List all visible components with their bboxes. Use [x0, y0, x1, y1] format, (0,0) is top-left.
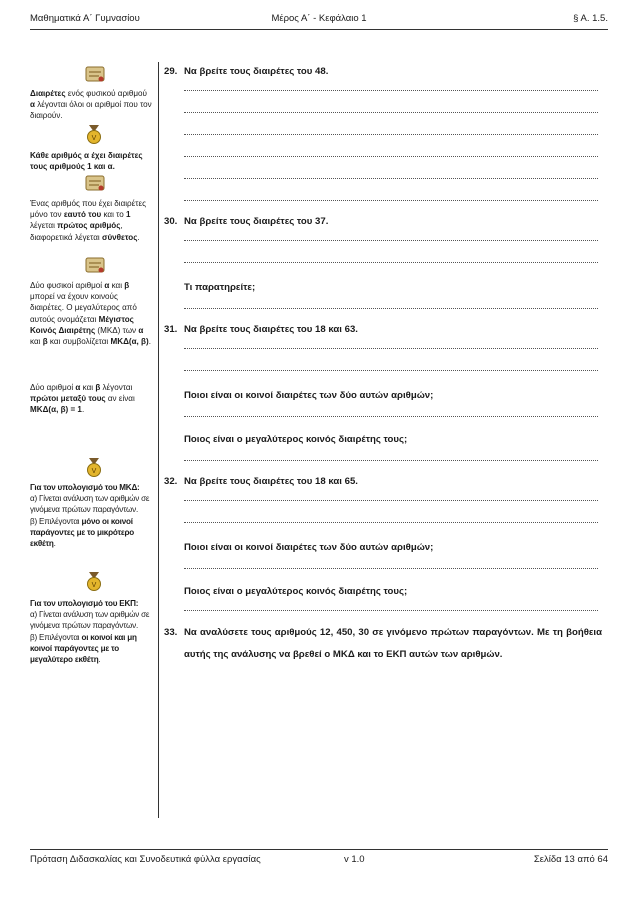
answer-line[interactable]: [184, 456, 598, 461]
medal-icon: [86, 125, 102, 145]
answer-line[interactable]: [184, 130, 598, 135]
svg-text:V: V: [91, 582, 97, 589]
answer-line[interactable]: [184, 564, 598, 569]
note-gcd: Δύο φυσικοί αριθμοί α και β μπορεί να έχουν κοινούς διαιρέτες. Ο μεγαλύτερος από αυτούς ονομάζεται Μέγιστος Κοινός Διαιρέτης (ΜΚΔ) των α και β και συμβολίζεται ΜΚΔ(α, β).: [30, 281, 151, 347]
answer-line[interactable]: [184, 344, 598, 349]
question-29: [164, 66, 328, 77]
question-number: 32.: [164, 476, 178, 487]
question-text: Να βρείτε τους διαιρέτες του 48.: [184, 66, 329, 77]
answer-line[interactable]: [184, 196, 598, 201]
answer-line[interactable]: [184, 236, 598, 241]
question-30: [164, 216, 328, 227]
subquestion-text: Ποιοι είναι οι κοινοί διαιρέτες των δύο αυτών αριθμών;: [184, 542, 434, 553]
footer-title: Πρόταση Διδασκαλίας και Συνοδευτικά φύλλα εργασίας: [30, 854, 261, 865]
header-subject: Μαθηματικά Α΄ Γυμνασίου: [30, 12, 140, 24]
note-divisors: Διαιρέτες ενός φυσικού αριθμού α λέγονται όλοι οι αριθμοί που τον διαιρούν.: [30, 89, 152, 121]
answer-line[interactable]: [184, 412, 598, 417]
answer-line[interactable]: [184, 86, 598, 91]
subquestion-text: Ποιος είναι ο μεγαλύτερος κοινός διαιρέτης τους;: [184, 586, 408, 597]
answer-line[interactable]: [184, 518, 598, 523]
question-number: 33.: [164, 627, 178, 638]
footer-version: v 1.0: [344, 854, 365, 865]
question-number: 30.: [164, 216, 178, 227]
answer-line[interactable]: [184, 304, 598, 309]
footer-rule: [30, 849, 608, 850]
note-trivial-divisors: Κάθε αριθμός α έχει διαιρέτες τους αριθμούς 1 και α.: [30, 151, 143, 172]
note-coprime: Δύο αριθμοί α και β λέγονται πρώτοι μεταξύ τους αν είναι ΜΚΔ(α, β) = 1.: [30, 383, 135, 415]
medal-icon: [86, 572, 102, 592]
question-text: Να βρείτε τους διαιρέτες του 37.: [184, 216, 329, 227]
scroll-icon: [84, 255, 106, 275]
header-rule: [30, 29, 608, 30]
question-31: [164, 324, 358, 335]
medal-icon: [86, 458, 102, 478]
page-header: [30, 10, 608, 26]
subquestion-text: Ποιος είναι ο μεγαλύτερος κοινός διαιρέτης τους;: [184, 434, 408, 445]
question-32: [164, 476, 358, 487]
header-section: § Α. 1.5.: [573, 12, 608, 24]
question-number: 31.: [164, 324, 178, 335]
page-footer: [30, 854, 608, 870]
subquestion-text: Ποιοι είναι οι κοινοί διαιρέτες των δύο αυτών αριθμών;: [184, 390, 434, 401]
svg-text:V: V: [91, 468, 97, 475]
column-divider: [158, 62, 159, 818]
scroll-icon: [84, 173, 106, 193]
answer-line[interactable]: [184, 258, 598, 263]
answer-line[interactable]: [184, 606, 598, 611]
question-33: [164, 622, 602, 666]
question-text: Να βρείτε τους διαιρέτες του 18 και 65.: [184, 476, 358, 487]
answer-line[interactable]: [184, 366, 598, 371]
note-lcm-method: Για τον υπολογισμό του ΕΚΠ: α) Γίνεται ανάλυση των αριθμών σε γινόμενα πρώτων παραγόντων. β) Επιλέγονται οι κοινοί και μη κοινοί παράγοντες με το μεγαλύτερο εκθέτη.: [30, 599, 150, 665]
question-text: Να αναλύσετε τους αριθμούς 12, 450, 30 σε γινόμενο πρώτων παραγόντων. Με τη βοήθεια αυτής της ανάλυσης να βρεθεί ο ΜΚΔ και το ΕΚΠ αυτών των αριθμών.: [184, 627, 602, 660]
answer-line[interactable]: [184, 152, 598, 157]
answer-line[interactable]: [184, 174, 598, 179]
scroll-icon: [84, 64, 106, 84]
answer-line[interactable]: [184, 496, 598, 501]
footer-page-number: Σελίδα 13 από 64: [533, 854, 608, 865]
header-chapter: Μέρος Α΄ - Κεφάλαιο 1: [271, 12, 367, 24]
note-prime: Ένας αριθμός που έχει διαιρέτες μόνο τον εαυτό του και το 1 λέγεται πρώτος αριθμός, διαφορετικά λέγεται σύνθετος.: [30, 199, 146, 242]
subquestion-text: Τι παρατηρείτε;: [184, 282, 256, 293]
question-text: Να βρείτε τους διαιρέτες του 18 και 63.: [184, 324, 358, 335]
answer-line[interactable]: [184, 108, 598, 113]
note-gcd-method: Για τον υπολογισμό του ΜΚΔ: α) Γίνεται ανάλυση των αριθμών σε γινόμενα πρώτων παραγόντων. β) Επιλέγονται μόνο οι κοινοί παράγοντες με το μικρότερο εκθέτη.: [30, 483, 150, 549]
question-number: 29.: [164, 66, 178, 77]
svg-text:V: V: [91, 135, 97, 142]
